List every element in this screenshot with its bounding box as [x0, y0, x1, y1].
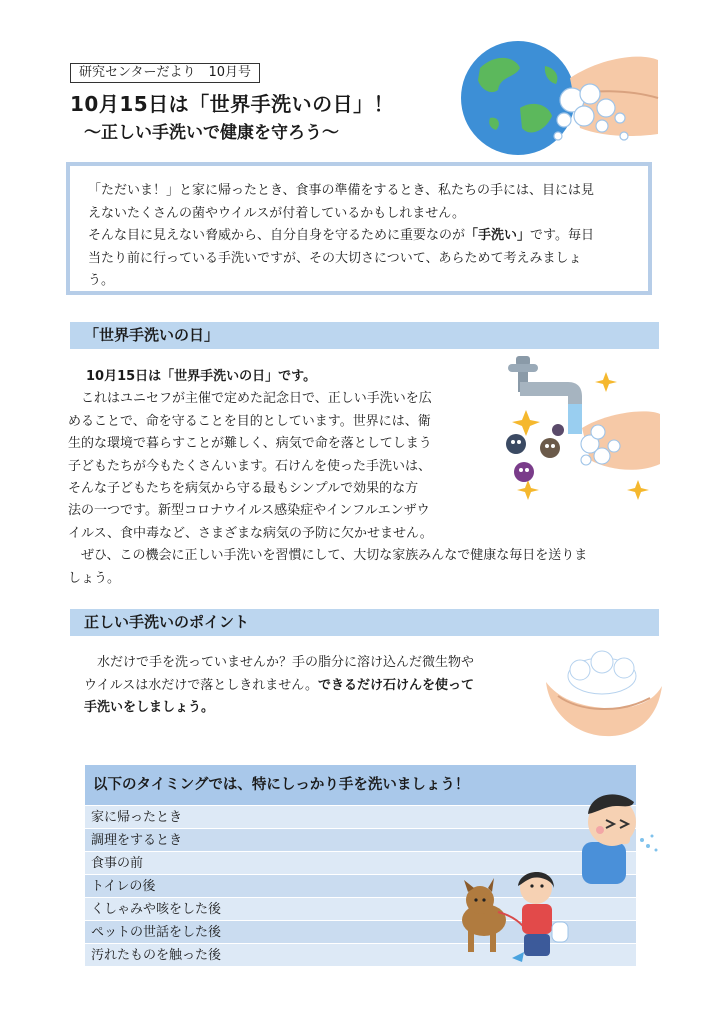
faucet-germs-illustration	[498, 352, 660, 512]
timing-row: くしゃみや咳をした後	[85, 897, 636, 920]
timing-row: 調理をするとき	[85, 828, 636, 851]
girl-with-dog-illustration	[458, 862, 574, 966]
section1-line: これはユニセフが主催で定めた記念日で、正しい手洗いを広	[68, 391, 432, 407]
section1-line: 子どもたちが今もたくさんいます。石けんを使った手洗いは、	[68, 458, 431, 474]
section-heading-handwashing-day: 「世界手洗いの日」	[70, 322, 659, 349]
section1-line: イルス、食中毒など、さまざまな病気の予防に欠かせません。	[68, 525, 433, 541]
section1-closing: ぜひ、この機会に正しい手洗いを習慣にして、大切な家族みんなで健康な毎日を送りま	[68, 548, 588, 564]
section1-line: 生的な環境で暮らすことが難しく、病気で命を落としてしまう	[68, 436, 432, 452]
page-subtitle: ～正しい手洗いで健康を守ろう～	[84, 123, 339, 143]
section1-line: 法の一つです。新型コロナウイルス感染症やインフルエンザウ	[68, 503, 430, 519]
intro-line: う。	[88, 273, 115, 288]
section1-line: めることで、命を守ることを目的としています。世界には、衛	[68, 413, 431, 429]
sneezing-boy-illustration	[576, 784, 660, 884]
section2-text: ウイルスは水だけで落としきれません。	[84, 677, 319, 693]
section2-body	[84, 652, 534, 720]
intro-line: えないたくさんの菌やウイルスが付着しているかもしれません。	[88, 205, 466, 221]
globe-handwash-illustration	[460, 38, 660, 160]
timing-table-heading: 以下のタイミングでは、特にしっかり手を洗いましょう！	[85, 765, 636, 805]
soap-hands-illustration	[540, 646, 664, 742]
section1-lead: 10月15日は「世界手洗いの日」です。	[86, 369, 317, 384]
newsletter-tag: 研究センターだより 10月号	[70, 63, 260, 83]
section-heading-handwash-points: 正しい手洗いのポイント	[70, 609, 659, 636]
section2-line	[84, 675, 534, 698]
timing-row: 家に帰ったとき	[85, 805, 636, 828]
intro-line	[88, 225, 632, 248]
intro-line: 「ただいま！」と家に帰ったとき、食事の準備をするとき、私たちの手には、目には見	[88, 183, 594, 198]
intro-emphasis: 「手洗い」	[465, 228, 531, 243]
intro-line: 当たり前に行っている手洗いですが、その大切さについて、あらためて考えみましょ	[88, 250, 582, 266]
intro-text: です。毎日	[530, 228, 594, 243]
section2-emphasis: できるだけ石けんを使って	[318, 677, 475, 693]
timing-row: 汚れたものを触った後	[85, 943, 636, 966]
timing-row: トイレの後	[85, 874, 636, 897]
section2-line: 水だけで手を洗っていませんか？手の脂分に溶け込んだ微生物や	[84, 655, 475, 670]
intro-text: そんな目に見えない脅威から、自分自身を守るために重要なのが	[88, 228, 466, 243]
page-title: 10月15日は「世界手洗いの日」！	[70, 92, 395, 116]
timing-row: ペットの世話をした後	[85, 920, 636, 943]
section1-line: そんな子どもたちを病気から守る最もシンプルで効果的な方	[68, 481, 419, 497]
intro-box	[66, 162, 652, 295]
section1-closing: しょう。	[68, 570, 121, 586]
section2-line: 手洗いをしましょう。	[84, 700, 215, 715]
timing-row: 食事の前	[85, 851, 636, 874]
